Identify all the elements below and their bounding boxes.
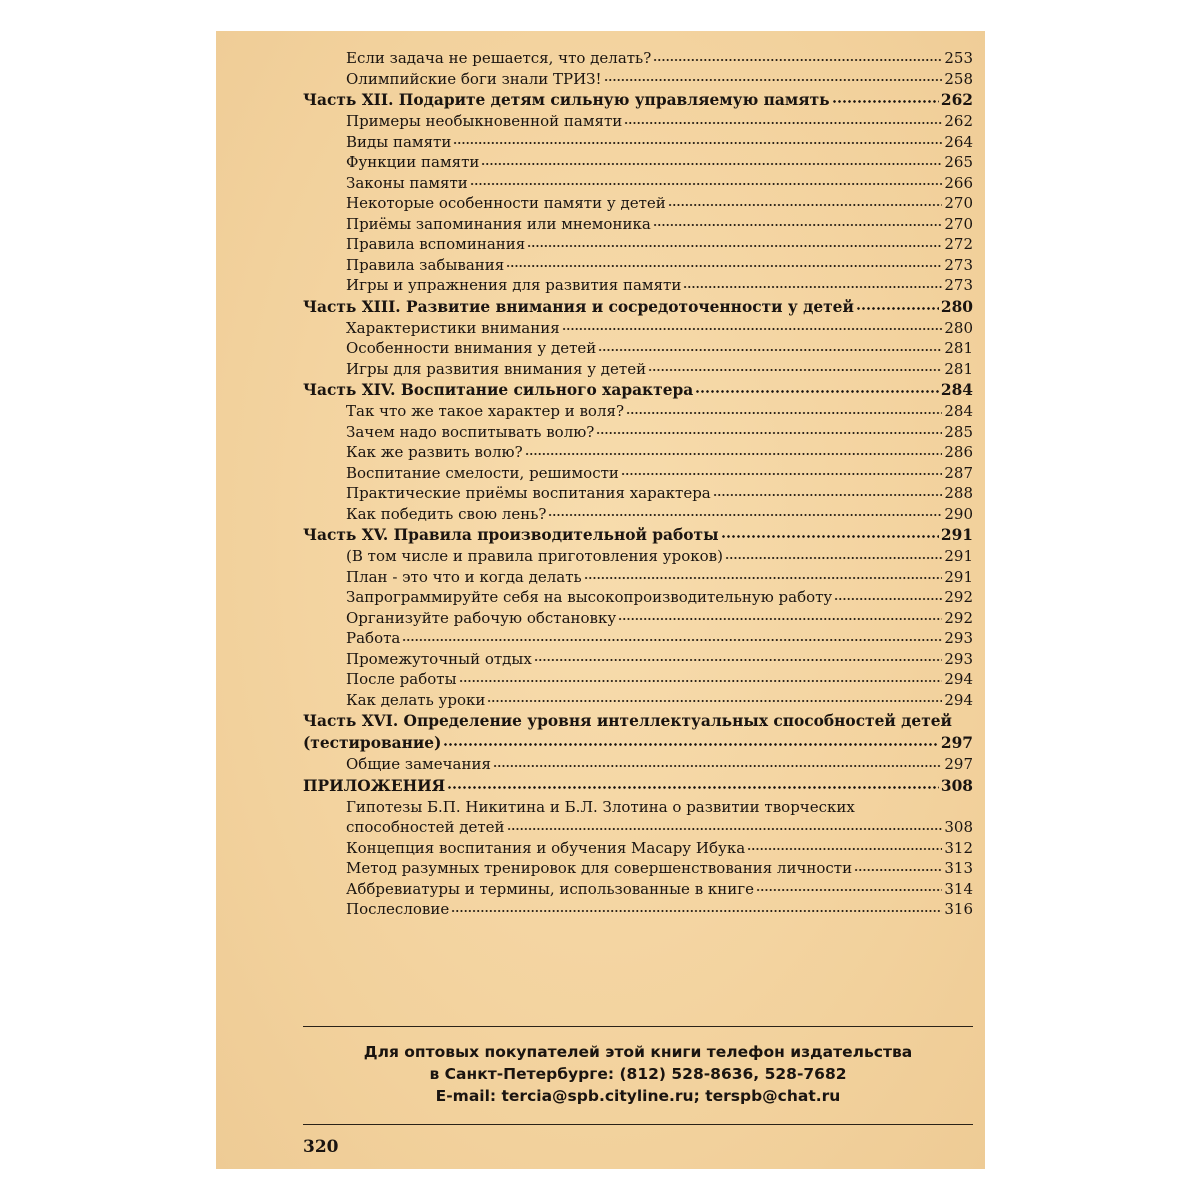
dot-leader [596, 432, 942, 434]
toc-entry [303, 608, 973, 629]
toc-entry-page: 264 [944, 132, 973, 151]
toc-entry-title: Послесловие [346, 900, 450, 918]
toc-entry [303, 401, 973, 422]
toc-entry-page: 293 [944, 629, 973, 647]
toc-entry-page: 294 [944, 670, 973, 688]
toc-entry-title: Некоторые особенности памяти у детей [346, 194, 666, 212]
toc-entry-page: 273 [944, 255, 973, 274]
toc-entry [303, 587, 973, 608]
toc-entry-title: Законы памяти [346, 173, 468, 192]
toc-entry [303, 463, 973, 484]
toc-entry-page: 293 [944, 649, 973, 668]
toc-entry-title: Особенности внимания у детей [346, 339, 597, 357]
toc-entry-title: Как же развить волю? [346, 443, 523, 461]
toc-part-entry [303, 732, 973, 754]
toc-entry-page: 314 [944, 879, 973, 898]
toc-entry-title: Правила забывания [346, 255, 505, 274]
dot-leader [604, 79, 943, 81]
toc-entry [303, 359, 973, 380]
toc-entry-page: 280 [940, 297, 973, 316]
toc-entry [303, 442, 973, 463]
toc-entry [303, 255, 973, 276]
toc-entry-title: Запрограммируйте себя на высокопроизводительную работу [346, 588, 833, 606]
dot-leader [507, 828, 943, 830]
toc-entry-page: 291 [944, 567, 973, 586]
dot-leader [451, 910, 942, 912]
toc-entry-title: Промежуточный отдых [346, 649, 532, 668]
toc-entry-page: 270 [944, 214, 973, 233]
dot-leader [834, 598, 942, 600]
toc-entry-title: После работы [346, 670, 457, 688]
toc-entry-page: 297 [940, 734, 973, 752]
dot-leader [648, 369, 942, 371]
toc-entry-page: 316 [944, 900, 973, 918]
dot-leader [447, 786, 939, 789]
toc-entry [303, 338, 973, 359]
toc-entry-page: 273 [944, 276, 973, 294]
toc-entry-page: 272 [944, 235, 973, 253]
toc-entry-page: 291 [940, 526, 973, 544]
toc-entry [303, 879, 973, 900]
toc-entry [303, 838, 973, 859]
toc-entry-title: Зачем надо воспитывать волю? [346, 422, 595, 441]
toc-part-entry [303, 89, 973, 111]
dot-leader [548, 514, 942, 516]
toc-entry [303, 669, 973, 690]
toc-entry-page: 308 [944, 818, 973, 836]
dot-leader [443, 743, 938, 746]
toc-entry-title: Аббревиатуры и термины, использованные в книге [346, 879, 755, 898]
toc-entry-page: 284 [944, 402, 973, 420]
dot-leader [562, 328, 943, 330]
toc-entry [303, 48, 973, 69]
dot-leader [459, 680, 943, 682]
toc-entry-page: 288 [944, 484, 973, 502]
toc-entry [303, 690, 973, 711]
toc-entry-title: Так что же такое характер и воля? [346, 402, 624, 420]
toc-entry-title: Характеристики внимания [346, 318, 560, 337]
toc-entry [303, 69, 973, 90]
toc-entry-title: Часть XIII. Развитие внимания и сосредоточенности у детей [303, 297, 854, 316]
toc-entry-page: 308 [940, 776, 973, 795]
dot-leader [621, 473, 942, 475]
dot-leader [525, 453, 943, 455]
dot-leader [725, 557, 942, 559]
toc-entry-page: 262 [940, 91, 973, 109]
toc-entry-page: 270 [944, 194, 973, 212]
page-number: 320 [303, 1137, 339, 1157]
toc-entry-title: Как делать уроки [346, 690, 486, 709]
dot-leader [493, 765, 942, 767]
dot-leader [756, 889, 942, 891]
toc-entry-title: Часть XII. Подарите детям сильную управляемую память [303, 91, 830, 109]
toc-entry [303, 754, 973, 775]
dot-leader [653, 59, 942, 61]
toc-part-entry [303, 524, 973, 546]
toc-part-entry [303, 296, 973, 318]
toc-entry-page: 281 [944, 359, 973, 378]
toc-entry [303, 132, 973, 153]
toc-entry [303, 318, 973, 339]
toc-entry-title: Как победить свою лень? [346, 504, 547, 523]
toc-entry [303, 858, 973, 879]
top-divider [303, 1026, 973, 1027]
dot-leader [402, 639, 942, 641]
toc-entry [303, 899, 973, 920]
toc-entry-page: 292 [944, 588, 973, 606]
toc-entry-title: Олимпийские боги знали ТРИЗ! [346, 69, 602, 88]
toc-entry [303, 797, 973, 818]
book-page [216, 31, 985, 1169]
toc-entry-page: 312 [944, 838, 973, 857]
toc-entry-title: План - это что и когда делать [346, 567, 582, 586]
toc-entry-title: Часть XVI. Определение уровня интеллектуальных способностей детей [303, 712, 952, 730]
toc-entry-page: 297 [944, 755, 973, 773]
toc-entry-title: Работа [346, 629, 401, 647]
toc-entry-title: Организуйте рабочую обстановку [346, 608, 617, 627]
toc-entry-title: способностей детей [346, 818, 505, 836]
toc-entry-page: 265 [944, 153, 973, 171]
toc-entry [303, 152, 973, 173]
toc-entry-title: Приёмы запоминания или мнемоника [346, 214, 651, 233]
toc-entry-title: Практические приёмы воспитания характера [346, 484, 711, 502]
toc-entry [303, 173, 973, 194]
toc-entry-page: 280 [944, 318, 973, 337]
toc-entry-page: 290 [944, 504, 973, 523]
toc-entry [303, 483, 973, 504]
toc-entry-page: 285 [944, 422, 973, 441]
toc-entry-page: 262 [944, 112, 973, 130]
toc-entry-page: 286 [944, 443, 973, 461]
toc-entry-title: Метод разумных тренировок для совершенствования личности [346, 859, 853, 877]
toc-entry [303, 546, 973, 567]
toc-entry-title: Игры для развития внимания у детей [346, 359, 647, 378]
toc-entry [303, 214, 973, 235]
dot-leader [534, 659, 943, 661]
publisher-info [303, 1041, 973, 1107]
toc-entry-page: 292 [944, 608, 973, 627]
table-of-contents [303, 48, 973, 920]
toc-entry-title: Виды памяти [346, 132, 452, 151]
toc-entry [303, 817, 973, 838]
publisher-info-line-2: в Санкт-Петербурге: (812) 528-8636, 528-7682 [429, 1065, 847, 1083]
toc-entry-title: (В том числе и правила приготовления уроков) [346, 547, 723, 565]
dot-leader [713, 494, 943, 496]
toc-entry [303, 234, 973, 255]
toc-entry-title: Правила вспоминания [346, 235, 526, 253]
dot-leader [598, 349, 942, 351]
dot-leader [747, 848, 942, 850]
toc-part-entry [303, 710, 973, 732]
dot-leader [626, 412, 942, 414]
publisher-info-line-1: Для оптовых покупателей этой книги телефон издательства [363, 1043, 913, 1061]
toc-entry-title: (тестирование) [303, 734, 442, 752]
toc-entry-page: 258 [944, 69, 973, 88]
toc-entry-page: 284 [940, 381, 973, 399]
dot-leader [832, 100, 939, 103]
dot-leader [668, 204, 943, 206]
dot-leader [721, 535, 939, 538]
toc-entry-title: Если задача не решается, что делать? [346, 49, 652, 67]
toc-entry [303, 111, 973, 132]
dot-leader [624, 122, 942, 124]
dot-leader [618, 618, 942, 620]
dot-leader [653, 224, 943, 226]
toc-entry-title: Примеры необыкновенной памяти [346, 112, 623, 130]
toc-entry-title: Воспитание смелости, решимости [346, 463, 619, 482]
toc-entry-title: Гипотезы Б.П. Никитина и Б.Л. Злотина о развитии творческих [346, 797, 855, 816]
toc-entry-page: 281 [944, 339, 973, 357]
toc-entry-title: Часть XIV. Воспитание сильного характера [303, 381, 694, 399]
toc-entry-page: 313 [944, 859, 973, 877]
toc-entry [303, 649, 973, 670]
toc-entry-page: 294 [944, 690, 973, 709]
toc-entry-title: Функции памяти [346, 153, 480, 171]
toc-entry [303, 422, 973, 443]
dot-leader [584, 577, 943, 579]
toc-entry-title: ПРИЛОЖЕНИЯ [303, 776, 446, 795]
dot-leader [487, 700, 942, 702]
toc-entry-page: 253 [944, 49, 973, 67]
toc-entry-page: 287 [944, 463, 973, 482]
dot-leader [683, 286, 942, 288]
toc-part-entry [303, 379, 973, 401]
toc-entry [303, 504, 973, 525]
toc-part-entry [303, 775, 973, 797]
dot-leader [695, 390, 939, 393]
dot-leader [506, 265, 942, 267]
dot-leader [470, 183, 943, 185]
toc-entry-page: 291 [944, 547, 973, 565]
dot-leader [856, 307, 939, 310]
toc-entry [303, 628, 973, 649]
toc-entry-title: Игры и упражнения для развития памяти [346, 276, 682, 294]
toc-entry [303, 567, 973, 588]
toc-entry [303, 193, 973, 214]
toc-entry-title: Концепция воспитания и обучения Масару Ибука [346, 838, 746, 857]
dot-leader [527, 245, 942, 247]
toc-entry [303, 275, 973, 296]
toc-entry-title: Часть XV. Правила производительной работы [303, 526, 719, 544]
bottom-divider [303, 1124, 973, 1125]
toc-entry-title: Общие замечания [346, 755, 491, 773]
dot-leader [453, 142, 942, 144]
toc-entry-page: 266 [944, 173, 973, 192]
dot-leader [854, 869, 942, 871]
publisher-info-line-3: E-mail: tercia@spb.cityline.ru; terspb@chat.ru [435, 1087, 841, 1105]
dot-leader [481, 163, 942, 165]
